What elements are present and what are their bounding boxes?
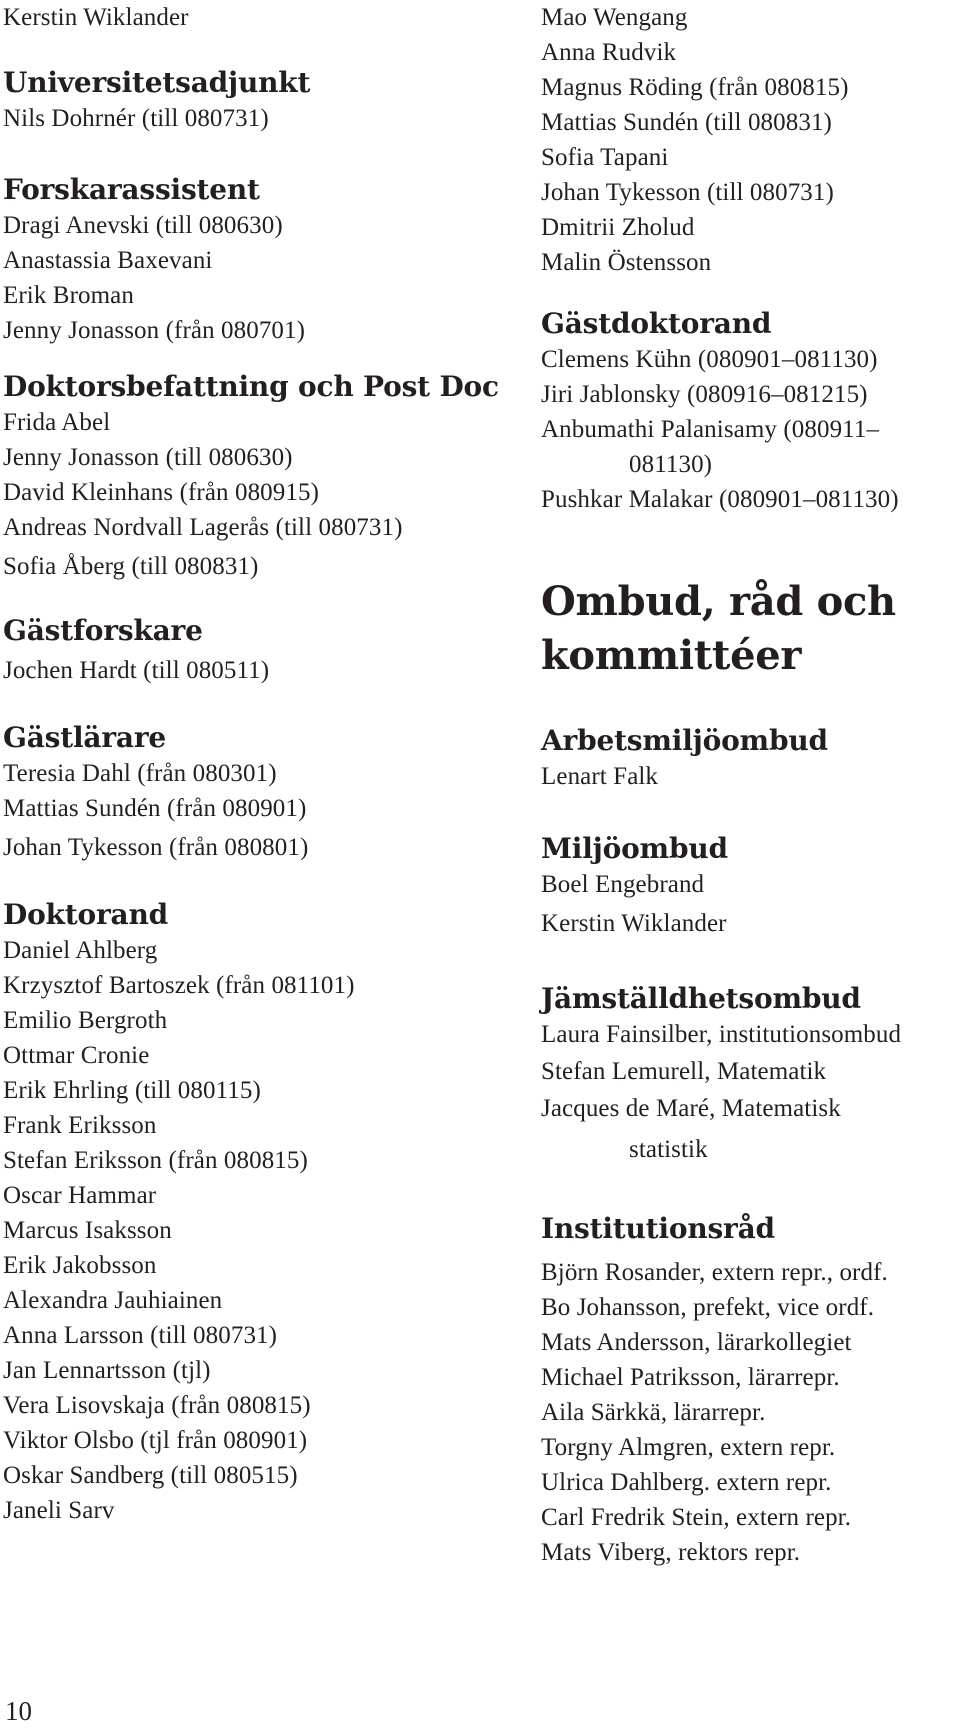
section-heading-ombud-line2: kommittéer: [541, 632, 802, 679]
list-item: Aila Särkkä, lärarrepr.: [541, 1399, 766, 1426]
list-item: Dragi Anevski (till 080630): [3, 212, 283, 239]
list-item: Erik Ehrling (till 080115): [3, 1077, 261, 1104]
list-item: Bo Johansson, prefekt, vice ordf.: [541, 1294, 875, 1321]
section-heading-gastlarare: Gästlärare: [3, 721, 166, 754]
list-item: Marcus Isaksson: [3, 1217, 172, 1244]
section-heading-institutionsrad: Institutionsråd: [541, 1212, 775, 1245]
section-heading-gastdoktorand: Gästdoktorand: [541, 307, 772, 340]
list-item-continuation: 081130): [629, 451, 713, 478]
list-item: Jenny Jonasson (från 080701): [3, 317, 306, 344]
list-item: Torgny Almgren, extern repr.: [541, 1434, 836, 1461]
list-item: Boel Engebrand: [541, 871, 705, 898]
list-item: Magnus Röding (från 080815): [541, 74, 849, 101]
section-heading-universitetsadjunkt: Universitetsadjunkt: [3, 66, 311, 99]
list-item: Stefan Lemurell, Matematik: [541, 1058, 827, 1085]
list-item: Ottmar Cronie: [3, 1042, 150, 1069]
list-item: Oskar Sandberg (till 080515): [3, 1462, 298, 1489]
list-item: Viktor Olsbo (tjl från 080901): [3, 1427, 308, 1454]
page-number: 10: [5, 1696, 32, 1726]
list-item: Andreas Nordvall Lagerås (till 080731): [3, 514, 403, 541]
top-name: Kerstin Wiklander: [3, 4, 189, 31]
list-item: Frida Abel: [3, 409, 111, 436]
list-item: Malin Östensson: [541, 249, 712, 276]
list-item: Clemens Kühn (080901–081130): [541, 346, 878, 373]
list-item: Jiri Jablonsky (080916–081215): [541, 381, 868, 408]
list-item: Laura Fainsilber, institutionsombud: [541, 1021, 902, 1048]
list-item: Mats Andersson, lärarkollegiet: [541, 1329, 852, 1356]
section-heading-arbetsmiljoombud: Arbetsmiljöombud: [541, 724, 828, 757]
list-item: Lenart Falk: [541, 763, 659, 790]
list-item: Erik Jakobsson: [3, 1252, 157, 1279]
list-item: Michael Patriksson, lärarrepr.: [541, 1364, 840, 1391]
list-item: Jan Lennartsson (tjl): [3, 1357, 211, 1384]
list-item: Sofia Åberg (till 080831): [3, 553, 259, 580]
section-heading-forskarassistent: Forskarassistent: [3, 173, 260, 206]
list-item: Stefan Eriksson (från 080815): [3, 1147, 308, 1174]
list-item: Johan Tykesson (till 080731): [541, 179, 834, 206]
list-item: Jochen Hardt (till 080511): [3, 657, 270, 684]
list-item: Mattias Sundén (från 080901): [3, 795, 307, 822]
list-item: Mattias Sundén (till 080831): [541, 109, 832, 136]
list-item: Jenny Jonasson (till 080630): [3, 444, 293, 471]
list-item: Emilio Bergroth: [3, 1007, 168, 1034]
list-item: Janeli Sarv: [3, 1497, 115, 1524]
section-heading-ombud-line1: Ombud, råd och: [541, 578, 896, 625]
list-item: Teresia Dahl (från 080301): [3, 760, 277, 787]
list-item: Johan Tykesson (från 080801): [3, 834, 309, 861]
list-item: Vera Lisovskaja (från 080815): [3, 1392, 311, 1419]
section-heading-miljoombud: Miljöombud: [541, 832, 728, 865]
left-column: [3, 0, 499, 1528]
list-item: Jacques de Maré, Matematisk: [541, 1095, 841, 1122]
section-heading-doktorand: Doktorand: [3, 898, 168, 931]
list-item: Ulrica Dahlberg. extern repr.: [541, 1469, 832, 1496]
list-item: Pushkar Malakar (080901–081130): [541, 486, 899, 513]
list-item: Alexandra Jauhiainen: [3, 1287, 223, 1314]
list-item: Oscar Hammar: [3, 1182, 157, 1209]
list-item: Kerstin Wiklander: [541, 910, 727, 937]
list-item: Anbumathi Palanisamy (080911–: [541, 416, 880, 443]
list-item: Sofia Tapani: [541, 144, 669, 171]
list-item: David Kleinhans (från 080915): [3, 479, 320, 506]
list-item: Carl Fredrik Stein, extern repr.: [541, 1504, 852, 1531]
list-item: Daniel Ahlberg: [3, 937, 158, 964]
list-item: Mats Viberg, rektors repr.: [541, 1539, 801, 1566]
list-item: Mao Wengang: [541, 4, 688, 31]
list-item-continuation: statistik: [629, 1136, 708, 1163]
right-column: [541, 0, 960, 1570]
list-item: Björn Rosander, extern repr., ordf.: [541, 1259, 888, 1286]
list-item: Erik Broman: [3, 282, 134, 309]
section-heading-gastforskare: Gästforskare: [3, 614, 203, 647]
list-item: Anastassia Baxevani: [3, 247, 213, 274]
list-item: Dmitrii Zholud: [541, 214, 695, 241]
list-item: Anna Rudvik: [541, 39, 677, 66]
section-heading-doktorsbefattning: Doktorsbefattning och Post Doc: [3, 370, 499, 403]
section-heading-jamstalldhetsombud: Jämställdhetsombud: [541, 982, 861, 1015]
list-item: Nils Dohrnér (till 080731): [3, 105, 269, 132]
list-item: Frank Eriksson: [3, 1112, 157, 1139]
list-item: Krzysztof Bartoszek (från 081101): [3, 972, 355, 999]
list-item: Anna Larsson (till 080731): [3, 1322, 278, 1349]
